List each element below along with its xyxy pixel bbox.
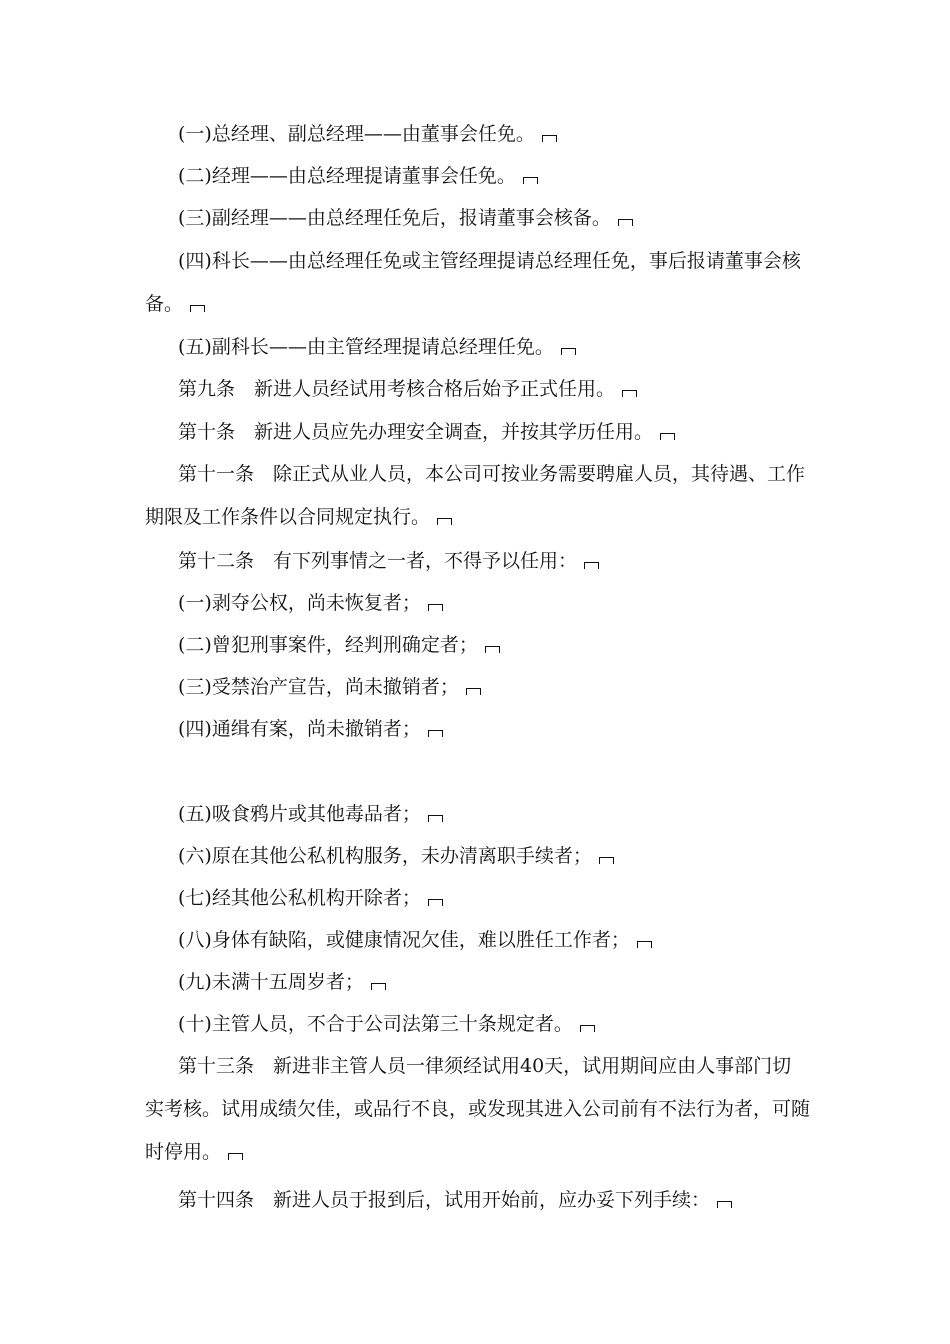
paragraph (145, 666, 810, 709)
paragraph (145, 540, 810, 583)
paragraph-text: (九)未满十五周岁者； (178, 971, 364, 993)
paragraph-mark-icon (428, 730, 443, 737)
paragraph-text: (一)总经理、副总经理——由董事会任免。 (178, 123, 535, 145)
paragraph-mark-icon (618, 219, 633, 226)
paragraph-mark-icon (637, 941, 652, 948)
paragraph (145, 919, 810, 962)
paragraph (145, 368, 810, 411)
paragraph-mark-icon (428, 815, 443, 822)
paragraph (145, 240, 810, 326)
paragraph-mark-icon (371, 983, 386, 990)
paragraph (145, 1179, 810, 1222)
paragraph (145, 1045, 810, 1174)
paragraph-text: 第十一条 除正式从业人员，本公司可按业务需要聘雇人员，其待遇、工作期限及工作条件以合同规定执行。 (145, 463, 806, 528)
paragraph-text: 第九条 新进人员经试用考核合格后始予正式任用。 (178, 378, 616, 400)
paragraph (145, 877, 810, 920)
paragraph-text: (一)剥夺公权，尚未恢复者； (178, 592, 421, 614)
paragraph (145, 624, 810, 667)
paragraph-mark-icon (622, 390, 637, 397)
paragraph-mark-icon (485, 646, 500, 653)
paragraph (145, 793, 810, 836)
paragraph (145, 708, 810, 751)
paragraph-mark-icon (466, 688, 481, 695)
paragraph-mark-icon (190, 305, 205, 312)
paragraph (145, 326, 810, 369)
paragraph-mark-icon (428, 604, 443, 611)
paragraph-mark-icon (660, 433, 675, 440)
paragraph-mark-icon (580, 1025, 595, 1032)
paragraph (145, 582, 810, 625)
paragraph-mark-icon (561, 348, 576, 355)
paragraph (145, 155, 810, 198)
paragraph-mark-icon (437, 518, 452, 525)
paragraph-text: 第十二条 有下列事情之一者，不得予以任用： (178, 550, 578, 572)
paragraph (145, 113, 810, 156)
paragraph-mark-icon (717, 1201, 732, 1208)
paragraph-mark-icon (599, 857, 614, 864)
paragraph (145, 453, 810, 539)
paragraph-text: (三)副经理——由总经理任免后，报请董事会核备。 (178, 207, 611, 229)
paragraph-text: (二)经理——由总经理提请董事会任免。 (178, 165, 516, 187)
paragraph (145, 411, 810, 454)
paragraph (145, 835, 810, 878)
paragraph-text: 第十四条 新进人员于报到后，试用开始前，应办妥下列手续： (178, 1189, 711, 1211)
paragraph-text: (六)原在其他公私机构服务，未办清离职手续者； (178, 845, 592, 867)
paragraph-text: (三)受禁治产宣告，尚未撤销者； (178, 676, 459, 698)
paragraph-text: (七)经其他公私机构开除者； (178, 887, 421, 909)
paragraph-text: (二)曾犯刑事案件，经判刑确定者； (178, 634, 478, 656)
paragraph-text: (五)副科长——由主管经理提请总经理任免。 (178, 336, 554, 358)
paragraph-mark-icon (542, 135, 557, 142)
paragraph-mark-icon (228, 1153, 243, 1160)
paragraph-text: (四)通缉有案，尚未撤销者； (178, 718, 421, 740)
paragraph-mark-icon (523, 177, 538, 184)
paragraph-text: (四)科长——由总经理任免或主管经理提请总经理任免，事后报请董事会核备。 (145, 250, 801, 315)
paragraph (145, 197, 810, 240)
paragraph (145, 1003, 810, 1046)
paragraph-text: (五)吸食鸦片或其他毒品者； (178, 803, 421, 825)
paragraph-mark-icon (428, 899, 443, 906)
paragraph (145, 961, 810, 1004)
paragraph-text: 第十三条 新进非主管人员一律须经试用40天，试用期间应由人事部门切实考核。试用成绩欠佳，或品行不良，或发现其进入公司前有不法行为者，可随时停用。 (145, 1055, 811, 1163)
paragraph-mark-icon (584, 562, 599, 569)
paragraph-text: (十)主管人员，不合于公司法第三十条规定者。 (178, 1013, 573, 1035)
paragraph-text: 第十条 新进人员应先办理安全调查，并按其学历任用。 (178, 421, 654, 443)
paragraph-text: (八)身体有缺陷，或健康情况欠佳，难以胜任工作者； (178, 929, 630, 951)
